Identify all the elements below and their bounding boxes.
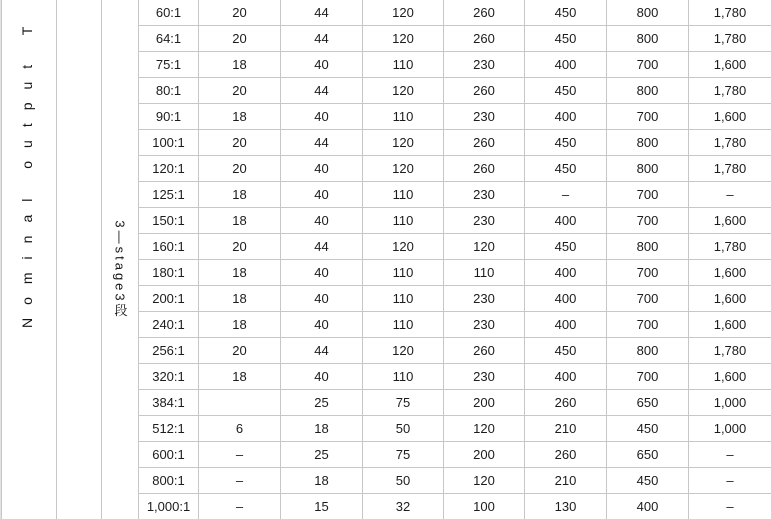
- value-cell: 44: [281, 130, 363, 156]
- value-cell: 230: [444, 364, 525, 390]
- value-cell: 18: [199, 104, 281, 130]
- value-cell: 18: [199, 52, 281, 78]
- value-cell: 44: [281, 78, 363, 104]
- value-cell: 200: [444, 390, 525, 416]
- value-cell: 1,780: [689, 156, 771, 182]
- value-cell: 1,000: [689, 416, 771, 442]
- value-cell: 450: [525, 338, 607, 364]
- value-cell: 25: [281, 442, 363, 468]
- value-cell: 210: [525, 416, 607, 442]
- value-cell: 230: [444, 312, 525, 338]
- value-cell: 230: [444, 208, 525, 234]
- value-cell: –: [689, 182, 771, 208]
- value-cell: 120: [363, 130, 444, 156]
- value-cell: 20: [199, 0, 281, 26]
- value-cell: 450: [525, 78, 607, 104]
- value-cell: 1,600: [689, 312, 771, 338]
- ratio-cell: 256:1: [139, 338, 199, 364]
- ratio-cell: 800:1: [139, 468, 199, 494]
- ratio-cell: 120:1: [139, 156, 199, 182]
- value-cell: 100: [444, 494, 525, 519]
- value-cell: 110: [363, 312, 444, 338]
- ratio-cell: 512:1: [139, 416, 199, 442]
- value-cell: 18: [281, 468, 363, 494]
- value-cell: 1,780: [689, 234, 771, 260]
- value-cell: 120: [363, 26, 444, 52]
- value-cell: 120: [363, 0, 444, 26]
- value-cell: 700: [607, 286, 689, 312]
- value-cell: 1,600: [689, 104, 771, 130]
- ratio-cell: 1,000:1: [139, 494, 199, 519]
- value-cell: 1,600: [689, 286, 771, 312]
- value-cell: [199, 390, 281, 416]
- value-cell: 120: [363, 234, 444, 260]
- value-cell: 700: [607, 208, 689, 234]
- ratio-cell: 320:1: [139, 364, 199, 390]
- value-cell: 400: [525, 286, 607, 312]
- empty-column: [57, 0, 102, 519]
- value-cell: 20: [199, 26, 281, 52]
- value-cell: 120: [363, 78, 444, 104]
- value-cell: 6: [199, 416, 281, 442]
- value-cell: 260: [444, 156, 525, 182]
- value-cell: 40: [281, 156, 363, 182]
- ratio-cell: 75:1: [139, 52, 199, 78]
- nominal-output-column: [2, 0, 57, 519]
- value-cell: 200: [444, 442, 525, 468]
- value-cell: 110: [363, 104, 444, 130]
- value-cell: 260: [525, 442, 607, 468]
- ratio-cell: 64:1: [139, 26, 199, 52]
- value-cell: 450: [607, 416, 689, 442]
- ratio-cell: 180:1: [139, 260, 199, 286]
- value-cell: 450: [525, 0, 607, 26]
- ratio-cell: 125:1: [139, 182, 199, 208]
- value-cell: 450: [525, 156, 607, 182]
- value-cell: –: [689, 442, 771, 468]
- value-cell: 800: [607, 26, 689, 52]
- value-cell: 120: [444, 468, 525, 494]
- value-cell: 650: [607, 390, 689, 416]
- value-cell: 1,780: [689, 26, 771, 52]
- value-cell: 120: [444, 416, 525, 442]
- value-cell: 20: [199, 156, 281, 182]
- value-cell: 400: [525, 208, 607, 234]
- value-cell: 20: [199, 234, 281, 260]
- value-cell: –: [199, 494, 281, 519]
- value-cell: 40: [281, 286, 363, 312]
- value-cell: 400: [607, 494, 689, 519]
- value-cell: 800: [607, 78, 689, 104]
- value-cell: 110: [363, 260, 444, 286]
- value-cell: 700: [607, 260, 689, 286]
- value-cell: 18: [199, 260, 281, 286]
- value-cell: 110: [363, 182, 444, 208]
- value-cell: 130: [525, 494, 607, 519]
- value-cell: 260: [444, 0, 525, 26]
- value-cell: 40: [281, 104, 363, 130]
- value-cell: 260: [444, 26, 525, 52]
- value-cell: 210: [525, 468, 607, 494]
- ratio-cell: 160:1: [139, 234, 199, 260]
- value-cell: –: [689, 494, 771, 519]
- value-cell: 400: [525, 312, 607, 338]
- value-cell: 40: [281, 312, 363, 338]
- value-cell: 450: [525, 234, 607, 260]
- stage-column: [102, 0, 139, 519]
- value-cell: –: [525, 182, 607, 208]
- value-cell: 110: [363, 208, 444, 234]
- nominal-output-label: Nominal output T: [19, 13, 35, 328]
- value-cell: 650: [607, 442, 689, 468]
- value-cell: 50: [363, 416, 444, 442]
- ratio-cell: 90:1: [139, 104, 199, 130]
- value-cell: 25: [281, 390, 363, 416]
- value-cell: 260: [444, 130, 525, 156]
- value-cell: 120: [363, 156, 444, 182]
- value-cell: 400: [525, 104, 607, 130]
- value-cell: 400: [525, 52, 607, 78]
- value-cell: 110: [363, 286, 444, 312]
- value-cell: 800: [607, 0, 689, 26]
- value-cell: 400: [525, 364, 607, 390]
- ratio-cell: 240:1: [139, 312, 199, 338]
- value-cell: 50: [363, 468, 444, 494]
- value-cell: 800: [607, 156, 689, 182]
- value-cell: 120: [444, 234, 525, 260]
- ratio-cell: 60:1: [139, 0, 199, 26]
- value-cell: 260: [444, 78, 525, 104]
- value-cell: 230: [444, 182, 525, 208]
- value-cell: 40: [281, 364, 363, 390]
- ratio-cell: 100:1: [139, 130, 199, 156]
- torque-table: [1, 0, 771, 519]
- value-cell: 44: [281, 0, 363, 26]
- value-cell: 32: [363, 494, 444, 519]
- value-cell: 120: [363, 338, 444, 364]
- value-cell: 1,780: [689, 78, 771, 104]
- value-cell: 1,600: [689, 260, 771, 286]
- value-cell: 1,600: [689, 52, 771, 78]
- value-cell: 1,600: [689, 208, 771, 234]
- value-cell: 110: [444, 260, 525, 286]
- value-cell: 450: [607, 468, 689, 494]
- value-cell: 400: [525, 260, 607, 286]
- value-cell: 700: [607, 364, 689, 390]
- value-cell: 18: [199, 286, 281, 312]
- value-cell: 260: [525, 390, 607, 416]
- value-cell: 800: [607, 130, 689, 156]
- value-cell: 700: [607, 52, 689, 78]
- value-cell: 44: [281, 338, 363, 364]
- value-cell: 230: [444, 104, 525, 130]
- value-cell: 40: [281, 208, 363, 234]
- value-cell: 20: [199, 78, 281, 104]
- value-cell: 18: [199, 312, 281, 338]
- value-cell: 1,780: [689, 338, 771, 364]
- value-cell: 1,000: [689, 390, 771, 416]
- value-cell: 20: [199, 130, 281, 156]
- value-cell: 800: [607, 234, 689, 260]
- value-cell: 18: [199, 182, 281, 208]
- ratio-cell: 384:1: [139, 390, 199, 416]
- value-cell: 15: [281, 494, 363, 519]
- ratio-cell: 600:1: [139, 442, 199, 468]
- value-cell: 110: [363, 52, 444, 78]
- table-row: [2, 0, 771, 26]
- value-cell: –: [199, 468, 281, 494]
- value-cell: 20: [199, 338, 281, 364]
- value-cell: 75: [363, 390, 444, 416]
- value-cell: –: [689, 468, 771, 494]
- value-cell: 110: [363, 364, 444, 390]
- value-cell: 1,780: [689, 0, 771, 26]
- value-cell: 40: [281, 260, 363, 286]
- value-cell: 44: [281, 26, 363, 52]
- value-cell: 800: [607, 338, 689, 364]
- value-cell: 700: [607, 312, 689, 338]
- value-cell: 450: [525, 130, 607, 156]
- value-cell: 18: [281, 416, 363, 442]
- ratio-cell: 150:1: [139, 208, 199, 234]
- value-cell: 450: [525, 26, 607, 52]
- value-cell: 18: [199, 208, 281, 234]
- value-cell: 260: [444, 338, 525, 364]
- ratio-cell: 200:1: [139, 286, 199, 312]
- value-cell: 230: [444, 286, 525, 312]
- value-cell: 700: [607, 104, 689, 130]
- value-cell: 230: [444, 52, 525, 78]
- value-cell: 75: [363, 442, 444, 468]
- value-cell: 40: [281, 182, 363, 208]
- value-cell: 1,600: [689, 364, 771, 390]
- value-cell: 18: [199, 364, 281, 390]
- value-cell: –: [199, 442, 281, 468]
- value-cell: 40: [281, 52, 363, 78]
- value-cell: 1,780: [689, 130, 771, 156]
- value-cell: 44: [281, 234, 363, 260]
- stage-label: 3—stage3段: [112, 220, 128, 320]
- value-cell: 700: [607, 182, 689, 208]
- ratio-cell: 80:1: [139, 78, 199, 104]
